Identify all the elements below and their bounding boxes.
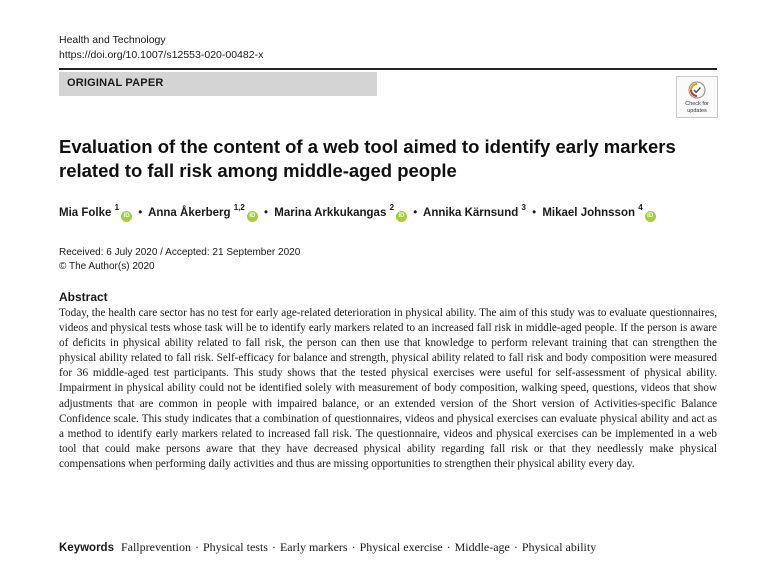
check-for-updates-icon <box>688 81 706 99</box>
author-list <box>59 204 656 222</box>
keyword: Physical ability <box>521 540 597 554</box>
author: Annika Kärnsund $^3$ <box>423 203 526 219</box>
orcid-icon[interactable]: iD <box>396 211 407 222</box>
keyword: Physical exercise <box>359 540 443 554</box>
keyword: Middle-age <box>454 540 510 554</box>
keyword-separator: · <box>513 540 518 554</box>
orcid-icon[interactable]: iD <box>121 211 132 222</box>
keyword: Fallprevention <box>120 540 191 554</box>
author-separator: • <box>138 206 143 219</box>
abstract-text: Today, the health care sector has no test for early age-related deterioration in physical ability. The aim of this study was to evaluate questionnaires, videos and physical tests whose task will be to identify early markers related to an increased fall risk in middle-aged people. If the person is aware of deficits in physical ability related to fall risk, the person can then use that knowledge to perform relevant training that can strengthen the physical ability related to fall risk. Self-efficacy for balance and strength, physical ability related to fall risk and body composition were measured for 36 middle-aged test participants. This study shows that the tested physical exercises were useful for self-assessment of physical ability. Impairment in physical ability could not be identified solely with measurement of body composition, walking speed, questions, videos that show adjustments that are common in people with impaired balance, or an extended version of the Short version of Activities-specific Balance Confidence scale. This study indicates that a combination of questionnaires, videos and physical exercises can evaluate physical ability and act as a method to identify early markers related to increased fall risk. The questionnaire, videos and physical exercises can be implemented in a web tool that could make persons aware that they have decreased physical ability regarding fall risk or that they needlessly make physical compensations when performing daily activities and thus are missing opportunities to strengthen their physical ability every day. <box>59 307 717 470</box>
check-for-updates-label: Check for updates <box>685 101 709 114</box>
doi-link[interactable]: https://doi.org/10.1007/s12553-020-00482-x <box>59 49 264 61</box>
received-accepted: Received: 6 July 2020 / Accepted: 21 September 2020 <box>59 247 301 258</box>
author: Mia Folke $^1$ <box>59 203 120 219</box>
article-type-label: ORIGINAL PAPER <box>67 77 164 89</box>
author: Anna Åkerberg $^{1,2}$ <box>148 203 245 219</box>
keywords <box>59 540 596 555</box>
orcid-icon[interactable]: iD <box>645 211 656 222</box>
keyword-separator: · <box>351 540 356 554</box>
copyright: © The Author(s) 2020 <box>59 261 155 272</box>
journal-name: Health and Technology <box>59 34 166 46</box>
keyword-separator: · <box>271 540 276 554</box>
article-type-banner <box>59 72 377 96</box>
keyword-separator: · <box>446 540 451 554</box>
author-separator: • <box>264 206 269 219</box>
check-for-updates-button[interactable] <box>676 76 718 118</box>
author-separator: • <box>413 206 418 219</box>
paper-title: Evaluation of the content of a web tool aimed to identify early markers related to fall risk among middle-aged people <box>59 136 676 181</box>
keyword: Physical tests <box>202 540 268 554</box>
journal-header <box>59 33 263 63</box>
abstract-heading: Abstract <box>59 290 108 304</box>
author: Marina Arkkukangas $^2$ <box>274 203 395 219</box>
author-separator: • <box>532 206 537 219</box>
keywords-heading: Keywords <box>59 542 114 554</box>
orcid-icon[interactable]: iD <box>247 211 258 222</box>
publication-dates <box>59 246 300 274</box>
header-rule <box>59 68 717 70</box>
keyword-separator: · <box>194 540 199 554</box>
keyword: Early markers <box>279 540 348 554</box>
author: Mikael Johnsson $^4$ <box>542 203 643 219</box>
